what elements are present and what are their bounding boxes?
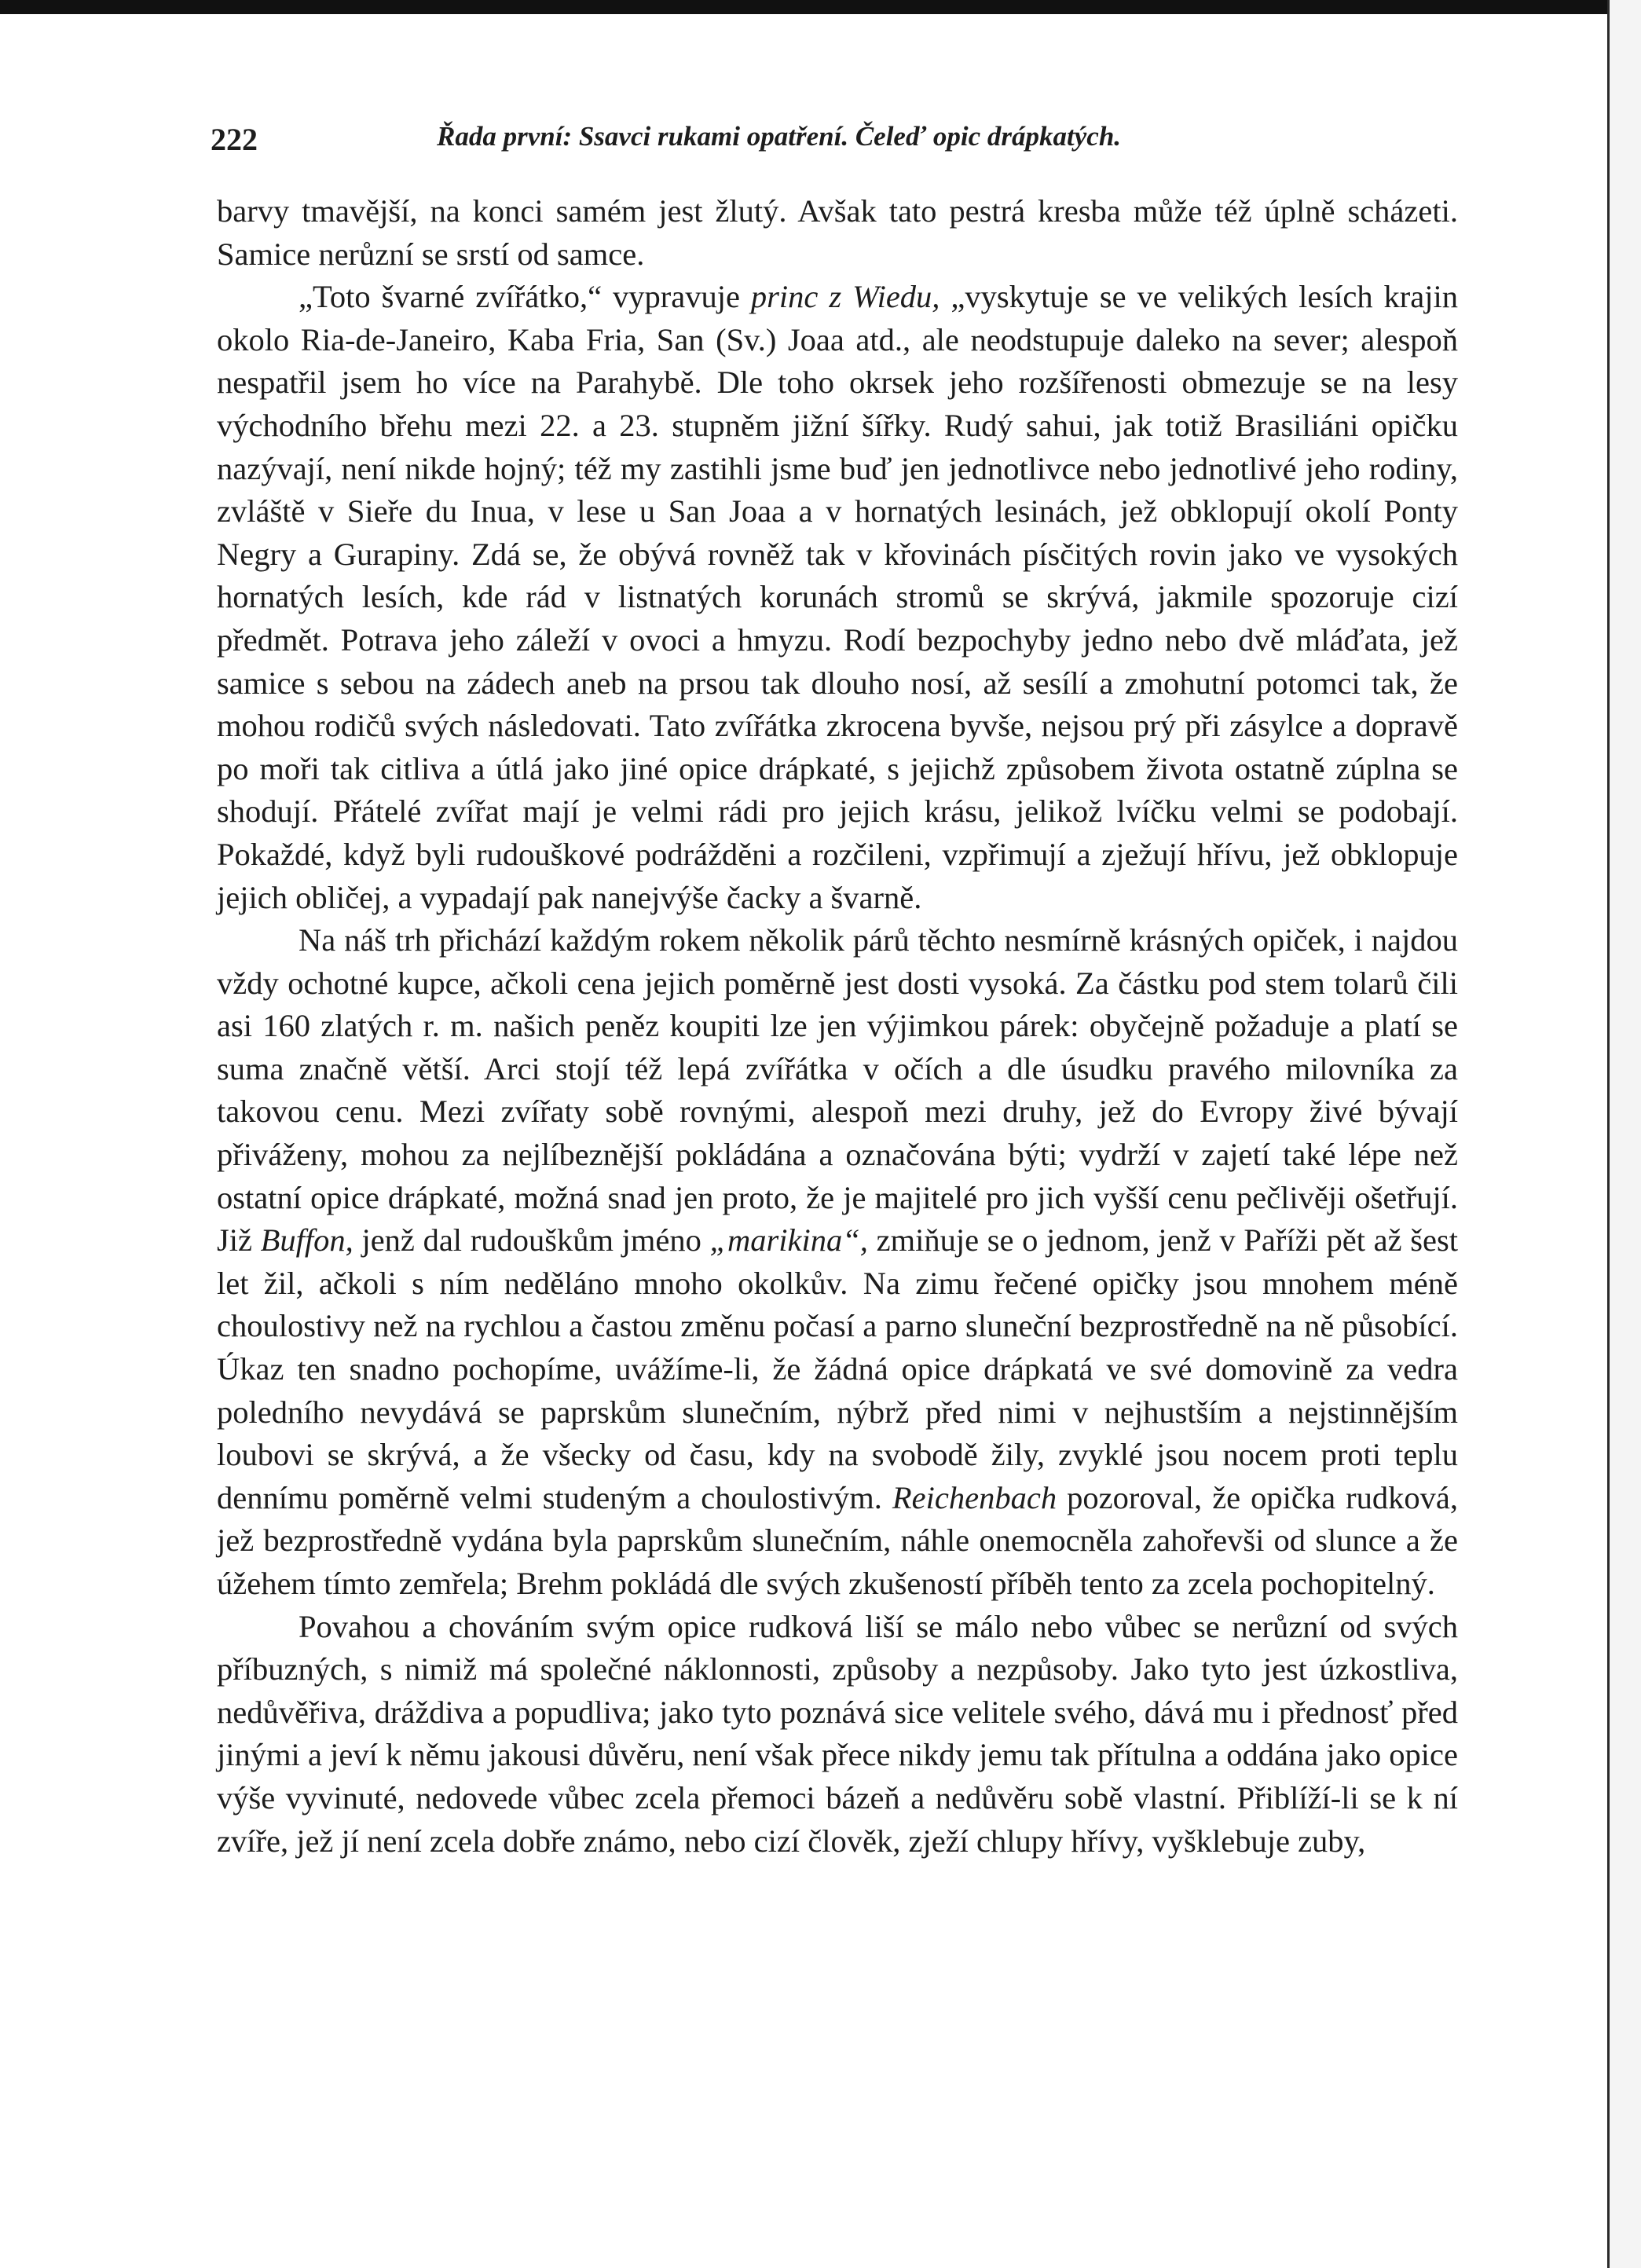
paragraph: [217, 276, 1458, 919]
italic-name: „marikina“,: [709, 1222, 868, 1259]
scan-right-edge: [1607, 0, 1641, 2268]
paragraph: [217, 1606, 1458, 1863]
text-run: „vyskytuje se ve velikých lesích krajin okolo Ria-de-Janeiro, Kaba Fria, San (Sv.) Joaa atd., ale neodstupuje daleko na sever; alespoň nespatřil jsem ho více na Parahybě. Dle toho okrsek jeho rozšířenosti obmezuje se na lesy východního břehu mezi 22. a 23. stupněm jižní šířky. Rudý sahui, jak totiž Brasiliáni opičku nazývají, není nikde hojný; též my zastihli jsme buď jen jednotlivce nebo jednotlivé jeho rodiny, zvláště v Sieře du Inua, v lese u San Joaa a v hornatých lesinách, jež obklopují okolí Ponty Negry a Gurapiny. Zdá se, že obývá rovněž tak v křovinách písčitých rovin jako ve vysokých hornatých lesích, kde rád v listnatých korunách stromů se skrývá, jakmile spozoruje cizí předmět. Potrava jeho záleží v ovoci a hmyzu. Rodí bezpochyby jedno nebo dvě mláďata, jež samice s sebou na zádech aneb na prsou tak dlouho nosí, až sesílí a zmohutní potomci tak, že mohou rodičů svých následovati. Tato zvířátka zkrocena byvše, nejsou prý při zásylce a dopravě po moři tak citliva a útlá jako jiné opice drápkaté, s jejichž způsobem života ostatně zúplna se shodují. Přátelé zvířat mají je velmi rádi pro jejich krásu, jelikož lvíčku velmi se podobají. Pokaždé, když byli rudouškové podrážděni a rozčileni, vzpřimují a zježují hřívu, jež obklopuje jejich obličej, a vypadají pak nanejvýše čacky a švarně.: [217, 279, 1458, 915]
paragraph: [217, 190, 1458, 276]
text-run: barvy tmavější, na konci samém jest žlutý. Avšak tato pestrá kresba může též úplně scházeti. Samice nerůzní se srstí od samce.: [217, 193, 1458, 272]
italic-name: princ z Wiedu,: [750, 279, 940, 315]
text-run: jenž dal rudouškům jméno: [353, 1222, 710, 1259]
book-page: [211, 118, 1458, 1863]
body-text: [217, 190, 1458, 1863]
running-head: [211, 118, 1458, 165]
text-run: Povahou a chováním svým opice rudková liší se málo nebo vůbec se nerůzní od svých příbuzných, s nimiž má společné náklonnosti, způsoby a nezpůsoby. Jako tyto jest úzkostliva, nedůvěřiva, dráždiva a popudliva; jako tyto poznává sice velitele svého, dává mu i přednosť před jinými a jeví k němu jakousi důvěru, není však přece nikdy jemu tak přítulna a oddána jako opice výše vyvinuté, nedovede vůbec zcela přemoci bázeň a nedůvěru sobě vlastní. Přiblíží-li se k ní zvíře, jež jí není zcela dobře známo, nebo cizí člověk, zježí chlupy hřívy, vyšklebuje zuby,: [217, 1608, 1458, 1859]
text-run: Na náš trh přichází každým rokem několik párů těchto nesmírně krásných opiček, i najdou vždy ochotné kupce, ačkoli cena jejich poměrně jest dosti vysoká. Za částku pod stem tolarů čili asi 160 zlatých r. m. našich peněz koupiti lze jen výjimkou párek: obyčejně požaduje a platí se suma značně větší. Arci stojí též lepá zvířátka v očích a dle úsudku pravého milovníka za takovou cenu. Mezi zvířaty sobě rovnými, alespoň mezi druhy, jež do Evropy živé bývají přiváženy, mohou za nejlíbeznější pokládána a označována býti; vydrží v zajetí také lépe než ostatní opice drápkaté, možná snad jen proto, že je majitelé pro jich vyšší cenu pečlivěji ošetřují. Již: [217, 922, 1458, 1259]
running-title: Řada první: Ssavci rukami opatření. Čeleď opic drápkatých.: [437, 121, 1122, 152]
text-run: zmiňuje se o jednom, jenž v Paříži pět až šest let žil, ačkoli s ním neděláno mnoho okolkův. Na zimu řečené opičky jsou mnohem méně choulostivy než na rychlou a častou změnu počasí a parno sluneční bezprostředně na ně působící. Úkaz ten snadno pochopíme, uvážíme-li, že žádná opice drápkatá ve své domovině za vedra poledního nevydává se paprskům slunečním, nýbrž před nimi v nejhustším a nejstinnějším loubovi se skrývá, a že všecky od času, kdy na svobodě žily, zvyklé jsou nocem proti teplu dennímu poměrně velmi studeným a choulostivým.: [217, 1222, 1458, 1515]
italic-name: Reichenbach: [892, 1479, 1057, 1515]
page-number: 222: [211, 122, 258, 157]
italic-name: Buffon,: [260, 1222, 353, 1259]
scan-top-edge: [0, 0, 1641, 14]
text-run: pozoroval, že opička rudková, jež bezprostředně vydána byla paprskům slunečním, náhle onemocněla zahořevši od slunce a že úžehem tímto zemřela; Brehm pokládá dle svých zkušeností příběh tento za zcela pochopitelný.: [217, 1479, 1458, 1601]
paragraph: [217, 919, 1458, 1606]
text-run: „Toto švarné zvířátko,“ vypravuje: [299, 279, 751, 315]
